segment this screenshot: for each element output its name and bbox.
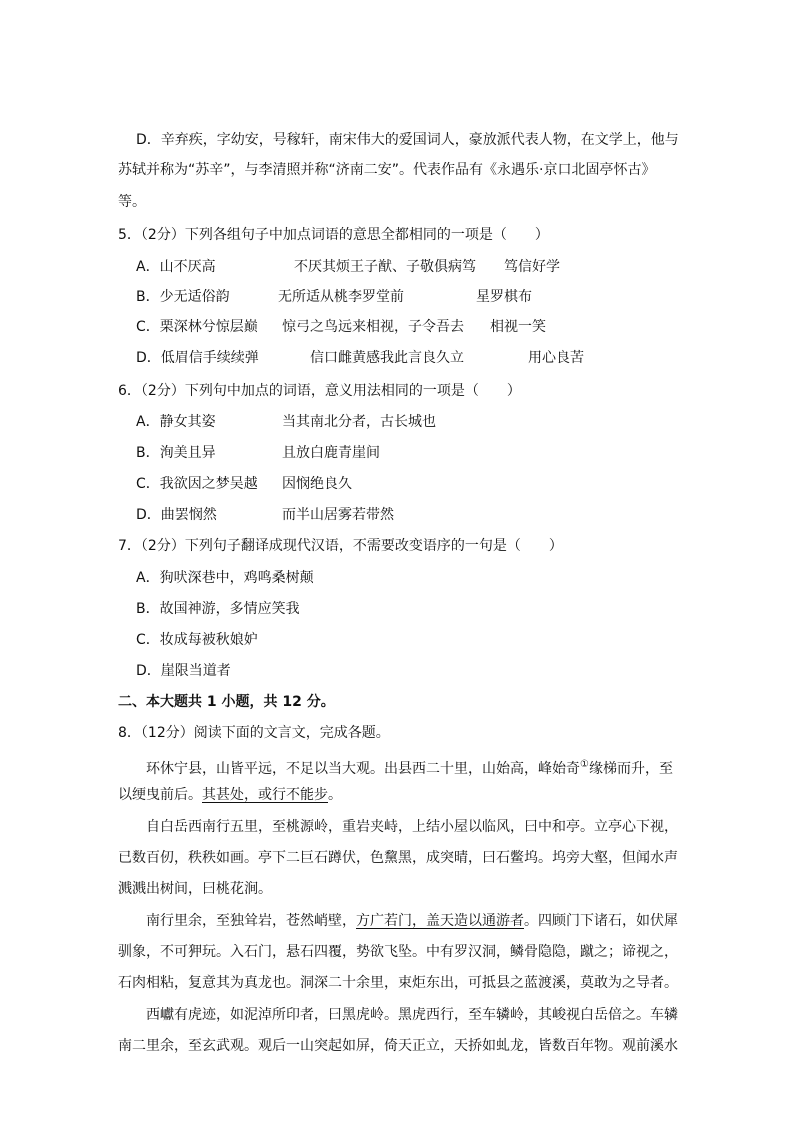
footnote-marker: ① bbox=[580, 759, 589, 770]
q8-p2-line1: 自白岳西南行五里，至桃源岭，重岩夹峙，上结小屋以临风，曰中和亭。立亭心下视， bbox=[146, 819, 678, 835]
q6-stem: 6．（2分）下列句中加点的词语，意义用法相同的一项是（ ） bbox=[118, 383, 521, 399]
q8-p4-line2: 南二里余，至玄武观。观后一山突起如屏，倚天正立，天挢如虬龙，皆数百年物。观前溪水 bbox=[118, 1038, 678, 1054]
q8-p3-line2: 驯象，不可狎玩。入石门，悬石四覆，势欲飞坠。中有罗汉洞，鳞骨隐隐，蹴之；谛视之， bbox=[118, 944, 678, 960]
q6-option-d: D．曲罢悯然 而半山居雾若带然 bbox=[136, 507, 394, 523]
q7-option-d: D．崖限当道者 bbox=[136, 663, 231, 679]
intro-d-line2: 苏轼并称为“苏辛”，与李清照并称“济南二安”。代表作品有《永遇乐·京口北固亭怀古》 bbox=[118, 162, 656, 178]
q5-option-c: C．栗深林兮惊层巅 惊弓之鸟远来相视，子令吾去 相视一笑 bbox=[136, 319, 546, 335]
section-heading: 二、本大题共 1 小题，共 12 分。 bbox=[118, 694, 335, 710]
q8-p2-line3: 溅溅出树间，曰桃花涧。 bbox=[118, 881, 272, 897]
q8-stem: 8．（12分）阅读下面的文言文，完成各题。 bbox=[118, 725, 390, 741]
q6-option-b: B．洵美且异 且放白鹿青崖间 bbox=[136, 445, 380, 461]
q5-option-a: A．山不厌高 不厌其烦王子猷、子敬俱病笃 笃信好学 bbox=[136, 259, 560, 275]
q8-p1-line2: 以绠曳前后。其甚处，或行不能步。 bbox=[118, 787, 342, 803]
q8-p3-line1: 南行里余，至独耸岩，苍然峭壁，方广若门，盖天造以通游者。四顾门下诸石，如伏犀 bbox=[146, 913, 678, 929]
q8-p1-line1: 环休宁县，山皆平远，不足以当大观。出县西二十里，山始高，峰始奇①缘梯而升，至 bbox=[146, 759, 673, 777]
intro-d-line1: D．辛弃疾，字幼安，号稼轩，南宋伟大的爱国词人，豪放派代表人物，在文学上，他与 bbox=[136, 132, 679, 148]
underlined-sentence-1: 其甚处，或行不能步 bbox=[202, 787, 328, 803]
q5-option-b: B．少无适俗韵 无所适从桃李罗堂前 星罗棋布 bbox=[136, 289, 532, 305]
q7-stem: 7．（2分）下列句子翻译成现代汉语，不需要改变语序的一句是（ ） bbox=[118, 538, 563, 554]
underlined-sentence-2: 方广若门，盖天造以通游者 bbox=[356, 913, 524, 929]
q7-option-b: B．故国神游，多情应笑我 bbox=[136, 601, 300, 617]
q8-p4-line1: 西巘有虎迹，如泥淖所印者，曰黑虎岭。黑虎西行，至车辚岭，其峻视白岳倍之。车辚 bbox=[146, 1007, 678, 1023]
q8-p3-line3: 石肉相粘，复意其为真龙也。洞深二十余里，束炬东出，可抵县之蓝渡溪，莫敢为之导者。 bbox=[118, 975, 678, 991]
q6-option-a: A．静女其姿 当其南北分者，古长城也 bbox=[136, 414, 436, 430]
intro-d-line3: 等。 bbox=[118, 194, 146, 210]
q8-p2-line2: 已数百仞，秩秩如画。亭下二巨石蹲伏，色黧黑，成突晴，曰石鳖坞。坞旁大壑，但闻水声 bbox=[118, 850, 678, 866]
q5-stem: 5．（2分）下列各组句子中加点词语的意思全都相同的一项是（ ） bbox=[118, 227, 549, 243]
q5-option-d: D．低眉信手续续弹 信口雌黄感我此言良久立 用心良苦 bbox=[136, 350, 584, 366]
q7-option-c: C．妆成每被秋娘妒 bbox=[136, 632, 258, 648]
q6-option-c: C．我欲因之梦吴越 因悯绝良久 bbox=[136, 476, 352, 492]
q7-option-a: A．狗吠深巷中，鸡鸣桑树颠 bbox=[136, 570, 314, 586]
